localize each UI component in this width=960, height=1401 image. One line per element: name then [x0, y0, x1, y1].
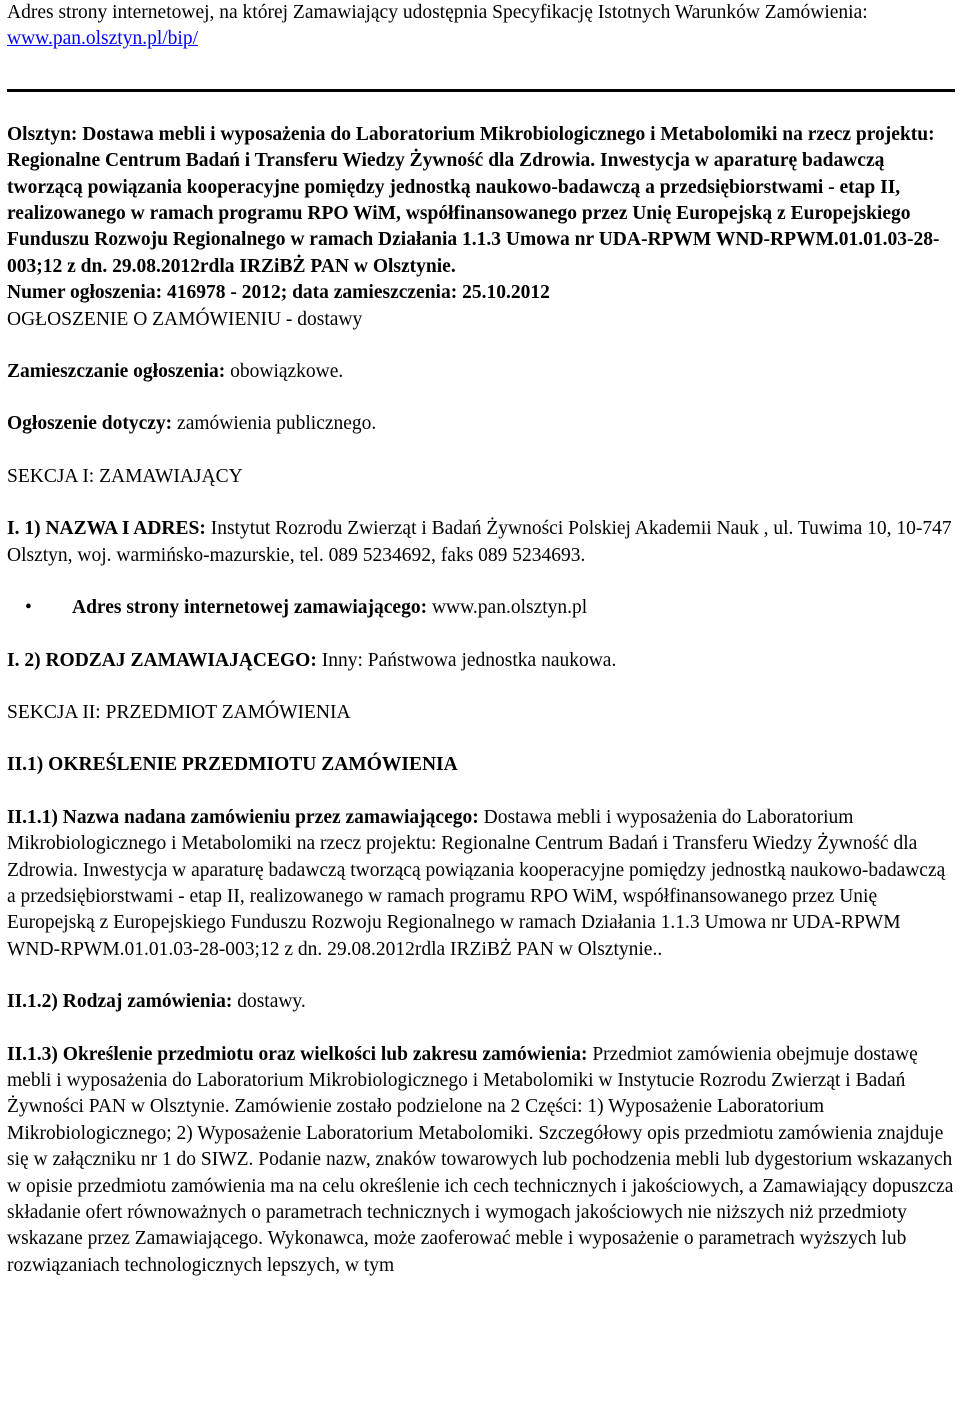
order-kind-label: II.1.2) Rodzaj zamówienia:	[7, 991, 233, 1013]
notice-number: Numer ogłoszenia: 416978 - 2012; data zamieszczenia: 25.10.2012	[7, 282, 550, 304]
order-name-value: Dostawa mebli i wyposażenia do Laboratorium Mikrobiologicznego i Metabolomiki na rzecz projektu: Regionalne Centrum Badań i Transferu Wiedzy Żywność dla Zdrowia. Inwestycja w aparaturę badawczą tworzącą powiązania kooperacyjne pomiędzy jednostką naukowo-badawczą a przedsiębiorstwami - etap II, realizowanego w ramach programu RPO WiM, współfinansowanego przez Unię Europejską z Europejskiego Funduszu Rozwoju Regionalnego w ramach Działania 1.1.3 Umowa nr UDA-RPWM WND-RPWM.01.01.03-28-003;12 z dn. 29.08.2012rdla IRZiBŻ PAN w Olsztynie..	[7, 806, 946, 960]
order-kind-value: dostawy.	[237, 991, 306, 1013]
authority-type-value: Inny: Państwowa jednostka naukowa.	[321, 649, 617, 671]
siwz-link[interactable]	[7, 26, 955, 52]
name-address-label: I. 1) NAZWA I ADRES:	[7, 518, 206, 540]
order-kind	[7, 989, 955, 1015]
authority-type-label: I. 2) RODZAJ ZAMAWIAJĄCEGO:	[7, 649, 317, 671]
siwz-url[interactable]: www.pan.olsztyn.pl/bip/	[7, 28, 199, 50]
authority-type	[7, 648, 955, 674]
section-2-heading: SEKCJA II: PRZEDMIOT ZAMÓWIENIA	[7, 701, 351, 723]
order-name	[7, 805, 955, 963]
notice-title: Olsztyn: Dostawa mebli i wyposażenia do Laboratorium Mikrobiologicznego i Metabolomiki na rzecz projektu: Regionalne Centrum Badań i Transferu Wiedzy Żywność dla Zdrowia. Inwestycja w aparaturę badawczą tworzącą powiązania kooperacyjne pomiędzy jednostką naukowo-badawczą a przedsiębiorstwami - etap II, realizowanego w ramach programu RPO WiM, współfinansowanego przez Unię Europejską z Europejskiego Funduszu Rozwoju Regionalnego w ramach Działania 1.1.3 Umowa nr UDA-RPWM WND-RPWM.01.01.03-28-003;12 z dn. 29.08.2012rdla IRZiBŻ PAN w Olsztynie.	[7, 123, 940, 277]
website-list	[7, 595, 955, 621]
order-description-value: Przedmiot zamówienia obejmuje dostawę mebli i wyposażenia do Laboratorium Mikrobiologicznego i Metabolomiki w Instytucie Rozrodu Zwierząt i Badań Żywności PAN w Olsztynie. Zamówienie zostało podzielone na 2 Części: 1) Wyposażenie Laboratorium Mikrobiologicznego; 2) Wyposażenie Laboratorium Metabolomiki. Szczegółowy opis przedmiotu zamówienia znajduje się w załączniku nr 1 do SIWZ. Podanie nazw, znaków towarowych lub pochodzenia mebli lub dygestorium wskazanych w opisie przedmiotu zamówienia ma na celu określenie ich cech technicznych i jakościowych, a Zamawiający dopuszcza składanie ofert równoważnych o parametrach technicznych i wymogach jakościowych nie niższych niż przedmioty wskazane przez Zamawiającego. Wykonawca, może zaoferować meble i wyposażenie o parametrach wyższych lub rozwiązaniach technologicznych lepszych, w tym	[7, 1043, 954, 1276]
placement-field	[7, 359, 955, 385]
order-name-label: II.1.1) Nazwa nadana zamówieniu przez zamawiającego:	[7, 806, 479, 828]
contracting-authority-name	[7, 516, 955, 569]
website-label: Adres strony internetowej zamawiającego:	[72, 597, 428, 619]
order-description	[7, 1042, 955, 1280]
section-2-subheading: II.1) OKREŚLENIE PRZEDMIOTU ZAMÓWIENIA	[7, 754, 458, 776]
concerns-label: Ogłoszenie dotyczy:	[7, 413, 173, 435]
order-description-label: II.1.3) Określenie przedmiotu oraz wielkości lub zakresu zamówienia:	[7, 1043, 588, 1065]
website-value[interactable]: www.pan.olsztyn.pl	[431, 597, 588, 619]
list-item	[7, 595, 955, 621]
concerns-field	[7, 411, 955, 437]
notice-type: OGŁOSZENIE O ZAMÓWIENIU - dostawy	[7, 308, 363, 330]
horizontal-divider	[7, 89, 955, 92]
concerns-value: zamówienia publicznego.	[177, 413, 377, 435]
placement-label: Zamieszczanie ogłoszenia:	[7, 361, 226, 383]
siwz-intro: Adres strony internetowej, na której Zamawiający udostępnia Specyfikację Istotnych Warunków Zamówienia:	[7, 2, 868, 23]
name-address-value: Instytut Rozrodu Zwierząt i Badań Żywności Polskiej Akademii Nauk , ul. Tuwima 10, 10-747 Olsztyn, woj. warmińsko-mazurskie, tel. 089 5234692, faks 089 5234693.	[7, 518, 952, 566]
section-1-heading: SEKCJA I: ZAMAWIAJĄCY	[7, 465, 243, 487]
document-page	[7, 0, 955, 1279]
placement-value: obowiązkowe.	[230, 361, 344, 383]
